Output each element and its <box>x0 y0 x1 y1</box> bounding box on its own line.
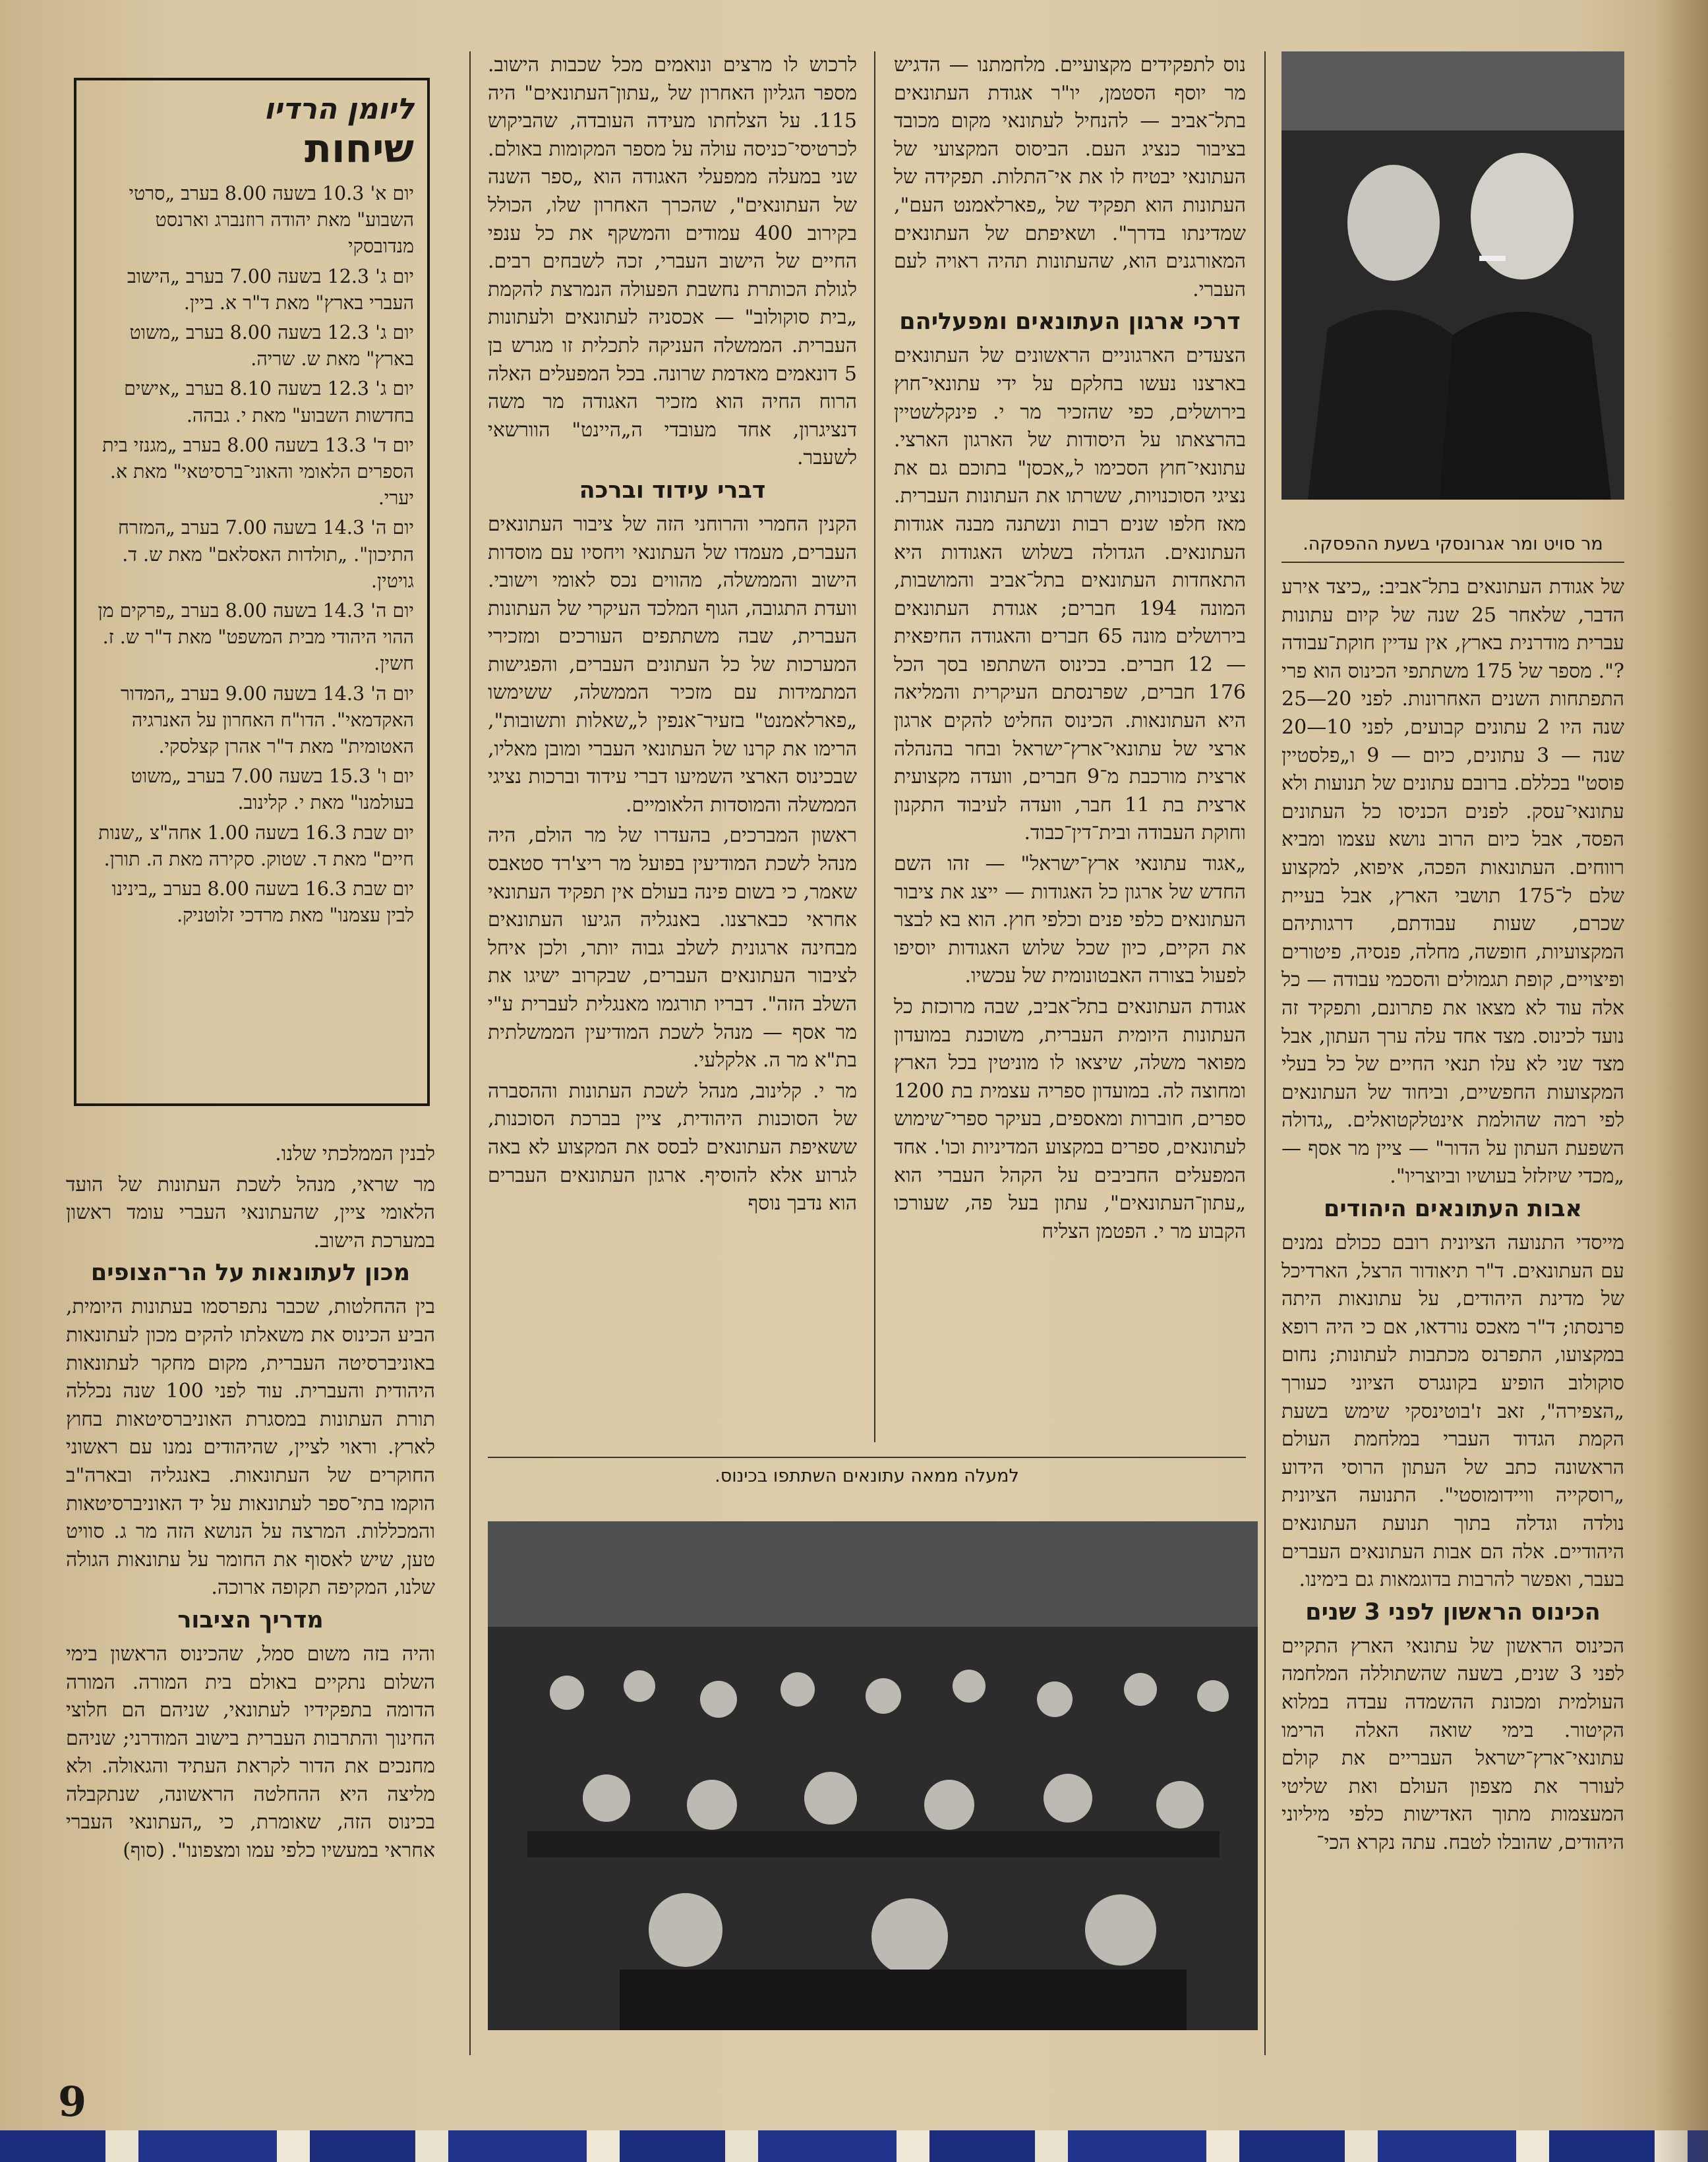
radio-item: יום ג' 12.3 בשעה 8.10 בערב „אישים בחדשות השבוע" מאת י. גבהה. <box>124 378 414 426</box>
bottom-cover-strip <box>0 2130 1708 2162</box>
section-heading: מכון לעתונאות על הר־הצופים <box>90 1260 411 1287</box>
paragraph: הכינוס הראשון של עתונאי הארץ התקיים לפני 3 שנים, בשעה שהשתוללה המלחמה העולמית ומכונת ההשמדה עבדה במלוא הקיטור. בימי שואה האלה הרימו עתונאי־ארץ־ישראל העבריים את קולם לעורר את מצפון העולם ואת שליטי המעצמות מתוך האדישות כלפי מיליוני היהודים, שהובלו לטבח. עתה נקרא הכי־ <box>1281 1634 1624 1854</box>
photo-two-men-art <box>1281 51 1624 500</box>
photo-audience-art <box>488 1521 1258 2030</box>
radio-box-subtitle: שיחות <box>305 126 414 172</box>
column-1 <box>894 51 1246 1248</box>
radio-schedule-box <box>74 78 430 1106</box>
photo-bottom-rule <box>488 1457 1246 1458</box>
paragraph: הקנין החמרי והרוחני הזה של ציבור העתונאים העברים, מעמדו של העתונאי ויחסיו עם מוסדות הישוב והממשלה, מהווים נכס לאומי וישובי. וועדת התגובה, הגוף המלכד העיקרי של העתונות העברית, שבה משתתפים העורכים ומזכירי המערכות של כל העתונים העברים, והפגישות המתמידות עם מזכיר הממשלה, ששימשו „פארלאמנט" בזעיר־אנפין ל„שאלות ותשובות", הרימו את קרנו של העתונאי העברי ומובן מאליו, שבכינוס הארצי השמיעו דברי עידוד וברכות נציגי הממשלה והמוסדות הלאומיים. <box>488 512 857 817</box>
paragraph: של אגודת העתונאים בתל־אביב: „כיצד אירע הדבר, שלאחר 25 שנה של קיום עתונות עברית מודרנית בארץ, אין עדיין חוקת־עבודה ?". מספר של 175 משתתפי הכינוס הוא פרי התפתחות השנים האחרונות. לפני 20—25 שנה היו 2 עתונים קבועים, לפני 10—20 שנה — 3 עתונים, כיום — 9 ו„פלסטיין פוסט" בכללם. ברובם עתונים של תנועות ולא עתונאי־עסק. לפנים הכניסו כל העתונים הפסד, אבל כיום הרוב נושא עצמו ומביא רווחים. העתונאות הפכה, איפוא, למקצוע שלם ל־175 תושבי הארץ, אבל בעיית שכרם, שעות עבודתם, דרגותיהם המקצועיות, חופשה, מחלה, פנסיה, פיטורים ופיצויים, קופת תגמולים והסכמי עבודה — כל אלה עוד לא מצאו את פתרונם, ותפקיד זה נועד לכינוס. מצד אחד עלה ערך העתון, אבל מצד שני לא עלו תנאי החיים של כל בעלי המקצועות החפשיים, וביחוד של העתונאים לפי רמה שהולמת אינטלקטואלים. „גדולה השפעת העתון על הדור" — ציין מר אסף — „מכדי שיזלזל בעושיו וביוצריו". <box>1281 575 1625 1188</box>
paragraph: מר שראי, מנהל לשכת העתונות של הועד הלאומי ציין, שהעתונאי העברי עומד ראשון במערכת הישוב. <box>66 1173 435 1252</box>
radio-item: יום שבת 16.3 בשעה 8.00 בערב „בינינו לבין עצמנו" מאת מרדכי זלוטניק. <box>111 878 414 927</box>
column-divider <box>1264 51 1266 2055</box>
section-heading: דברי עידוד וברכה <box>579 477 766 504</box>
radio-item: יום ה' 14.3 בשעה 7.00 בערב „המזרח התיכון". „תולדות האסלאם" מאת ש. ד. גויטין. <box>118 517 414 592</box>
radio-item: יום שבת 16.3 בשעה 1.00 אחה"צ „שנות חיים" מאת ד. שטוק. סקירה מאת ה. תורן. <box>98 821 414 870</box>
section-heading: מדריך הציבור <box>177 1606 324 1633</box>
photo-two-men <box>1281 51 1624 500</box>
paragraph: ראשון המברכים, בהעדרו של מר הולם, היה מנהל לשכת המודיעין בפועל מר ריצ'רד סטאבס שאמר, כי בשום פינה בעולם אין תפקיד העתונאי אחראי כבארצנו. באנגליה הגיעו העתונאים מבחינה ארגונית לשלב גבוה יותר, ולכן איחל לציבור העתונאים העברים, שבקרוב ישיגו את השלב הזה". דבריו תורגמו מאנגלית לעברית ע"י מר אסף — מנהל לשכת המודיעין הממשלתית בת"א מר ה. אלקלעי. <box>488 824 857 1072</box>
photo-bottom-caption: למעלה ממאה עתונאים השתתפו בכינוס. <box>715 1466 1019 1486</box>
column-3-upper <box>1281 573 1624 1860</box>
paragraph: הצעדים הארגוניים הראשונים של העתונאים בארצנו נעשו בחלקם על ידי עתונאי־חוץ בירושלים, כפי שהזכיר מר י. פינקלשטיין בהרצאתו על היסודות של הארגון הארצי. עתונאי־חוץ הסכימו ל„אכסן" בתוכם גם את נציגי הסוכנויות, ששרתו את העתונות העברית. מאז חלפו שנים רבות ונשתנה מבנה אגודות העתונאים. הגדולה בשלוש האגודות היא התאחדות העתונאים בתל־אביב והמושבות, המונה 194 חברים; אגודת העתונאים בירושלים מונה 65 חברים והאגודה החיפאית — 12 חברים. בכינוס השתתפו בסך הכל 176 חברים, שפרנסתם העיקרית והמליאה היא העתונאות. הכינוס החליט להקים ארגון ארצי של עתונאי־ארץ־ישראל ובחר בהנהלה ארצית מורכבת מ־9 חברים, וועדה מקצועית ארצית בת 11 חבר, וועדה לעיבוד התקנון וחוקת העבודה ובית־דין־כבוד. <box>894 344 1247 845</box>
section-heading: אבות העתונאים היהודים <box>1323 1196 1583 1223</box>
page-fold-shadow <box>1655 0 1708 2162</box>
column-divider <box>874 51 875 1442</box>
caption-rule <box>1281 562 1624 563</box>
column-divider <box>469 51 471 2055</box>
paragraph: מר י. קלינוב, מנהל לשכת העתונות וההסברה של הסוכנות היהודית, ציין בברכת הסוכנות, ששאיפת העתונאים לבסס את המקצוע לא באה לגרוע אלא להוסיף. ארגון העתונאים העברים הוא נדבך נוסף <box>488 1079 857 1215</box>
photo-top-caption: מר סויט ומר אגרונסקי בשעת ההפסקה. <box>1303 534 1603 554</box>
paragraph: לרכוש לו מרצים ונואמים מכל שכבות הישוב. מספר הגליון האחרון של „עתון־העתונאים" היה 115. על הצלחתו מעידה העובדה, שהביקוש לכרטיסי־כניסה עולה על מספר המקומות באולם. שני במעלה ממפעלי האגודה הוא „ספר השנה של העתונאים", שהכרך האחרון שלו, הכולל בקירוב 400 עמודים והמשקף את כל ענפי החיים של הישוב העברי, זכה לשבחים רבים. לגולת הכותרת נחשבת הפעולה הנמרצת להקמת „בית סוקולוב" — אכסניה לעתונאים ולעתונות העברית. הממשלה העניקה לתכלית זו מגרש בן 5 דונאמים מאדמת שרונה. בכל המפעלים האלה הרוח החיה הוא מזכיר האגודה מר משה דנציגרון, אחד מעובדי ה„היינט" הוורשאי לשעבר. <box>488 53 857 470</box>
paragraph: אגודת העתונאים בתל־אביב, שבה מרוכזת כל העתונות היומית העברית, משוכנת במועדון מפואר משלה, שיצאו לו מוניטין בכל הארץ ומחוצה לה. במועדון ספריה עצמית בת 1200 ספרים, חוברות ומאספים, בעיקר ספרי־שימוש לעתונאים, ספרים במקצוע המדיניות וכו'. אחד המפעלים החביבים על הקהל העברי הוא „עתון־העתונאים", עתון בעל פה, שעורכו הקבוע מר י. הפטמן הצליח <box>894 995 1246 1243</box>
radio-item: יום ו' 15.3 בשעה 7.00 בערב „משוט בעולמנו" מאת י. קלינוב. <box>131 765 414 814</box>
radio-item: יום א' 10.3 בשעה 8.00 בערב „סרטי השבוע" מאת יהודה רוזנברג וארנסט מנדובסקי <box>129 183 414 258</box>
column-2 <box>488 51 857 1221</box>
column-4 <box>66 1140 435 1868</box>
radio-item: יום ד' 13.3 בשעה 8.00 בערב „מגנזי בית הספרים הלאומי והאוני־ברסיטאי" מאת א. יערי. <box>102 434 414 510</box>
paragraph: „אגוד עתונאי ארץ־ישראל" — זהו השם החדש של ארגון כל האגודות — ייצג את ציבור העתונאים כלפי פנים וכלפי חוץ. הוא בא לבצר את הקיים, כיון שכל שלוש האגודות יוסיפו לפעול בצורה האבטונומית של עכשיו. <box>894 852 1246 988</box>
section-heading: הכינוס הראשון לפני 3 שנים <box>1305 1598 1601 1625</box>
radio-box-title: ליומן הרדיו <box>264 92 414 126</box>
page-number: 9 <box>58 2078 87 2126</box>
radio-item: יום ג' 12.3 בשעה 7.00 בערב „הישוב העברי בארץ" מאת ד"ר א. ביין. <box>127 265 414 314</box>
radio-item: יום ה' 14.3 בשעה 8.00 בערב „פרקים מן ההוי היהודי מבית המשפט" מאת ד"ר ש. ז. חשין. <box>98 600 414 675</box>
paragraph: נוס לתפקידים מקצועיים. מלחמתנו — הדגיש מר יוסף הסטמן, יו"ר אגודת העתונאים בתל־אביב — להנחיל לעתונאי מקום מכובד בציבור כנציג העם. הביסוס המקצועי של העתונאי יבטיח לו את אי־התלות. תפקידה של העתונות הוא תפקיד של „פארלאמנט העם", שמדינתו בדרך". ושאיפתם של העתונאים המאורגנים הוא, שהעתונות תהיה ראויה לעם העברי. <box>894 53 1246 301</box>
paragraph: בין ההחלטות, שכבר נתפרסמו בעתונות היומית, הביע הכינוס את משאלתו להקים מכון לעתונאות באוניברסיטה העברית, מקום מחקר לעתונאות היהודית והעברית. עוד לפני 100 שנה נכללה תורת העתונות במסגרת האוניברסיטאות בחוץ לארץ. וראוי לציין, שהיהודים נמנו עם ראשוני החוקרים של העתונאות. באנגליה ובארה"ב הוקמו בתי־ספר לעתונאות על יד האוניברסיטאות והמכללות. המרצה על הנושא הזה מר ג. סוויט טען, שיש לאסוף את החומר על עתונאות הגולה שלנו, המקיפה תקופה ארוכה. <box>66 1295 435 1600</box>
photo-audience <box>488 1521 1258 2030</box>
paragraph: לבנין הממלכתי שלנו. <box>275 1142 435 1165</box>
section-heading: דרכי ארגון העתונאים ומפעליהם <box>899 308 1241 336</box>
radio-item: יום ה' 14.3 בשעה 9.00 בערב „המדור האקדמאי". הדו"ח האחרון על האנרגיה האטומית" מאת ד"ר אהרן קצלסקי. <box>120 682 414 758</box>
paragraph: מייסדי התנועה הציונית רובם ככולם נמנים עם העתונאים. ד"ר תיאודור הרצל, הארדיכל של מדינת היהודים, על עתונאות היתה פרנסתו; ד"ר מאכס נורדאו, אם כי היה רופא במקצועו, התפרנס מכתבות לעתונות; נחום סוקולוב הופיע בקונגרס הציוני כעורך „הצפירה", זאב ז'בוטינסקי שימש בשעת הקמת הגדוד העברי במלחמת העולם הראשונה כתב של העתון הרוסי הידוע „רוסקייה וויידומוסטי". התנועה הציונית נולדה וגדלה בתוך תנועת העתונאים היהודיים. אלה הם אבות העתונאים העברים בעבר, ואפשר להרבות בדוגמאות גם בימינו. <box>1281 1231 1624 1592</box>
radio-item: יום ג' 12.3 בשעה 8.00 בערב „משוט בארץ" מאת ש. שריה. <box>129 322 414 370</box>
paragraph: והיה בזה משום סמל, שהכינוס הראשון בימי השלום נתקיים באולם בית המורה. המורה הדומה בתפקידיו לעתונאי, שניהם הם חלוצי החינוך והתרבות העברית בישוב המודרני; שניהם מחנכים את הדור לקראת העתיד והגאולה. ולא מליצה היא ההחלטה הראשונה, שנתקבלה בכינוס הזה, שאומרת, כי „העתונאי העברי אחראי במעשיו כלפי עמו ומצפונו". (סוף) <box>66 1642 435 1863</box>
